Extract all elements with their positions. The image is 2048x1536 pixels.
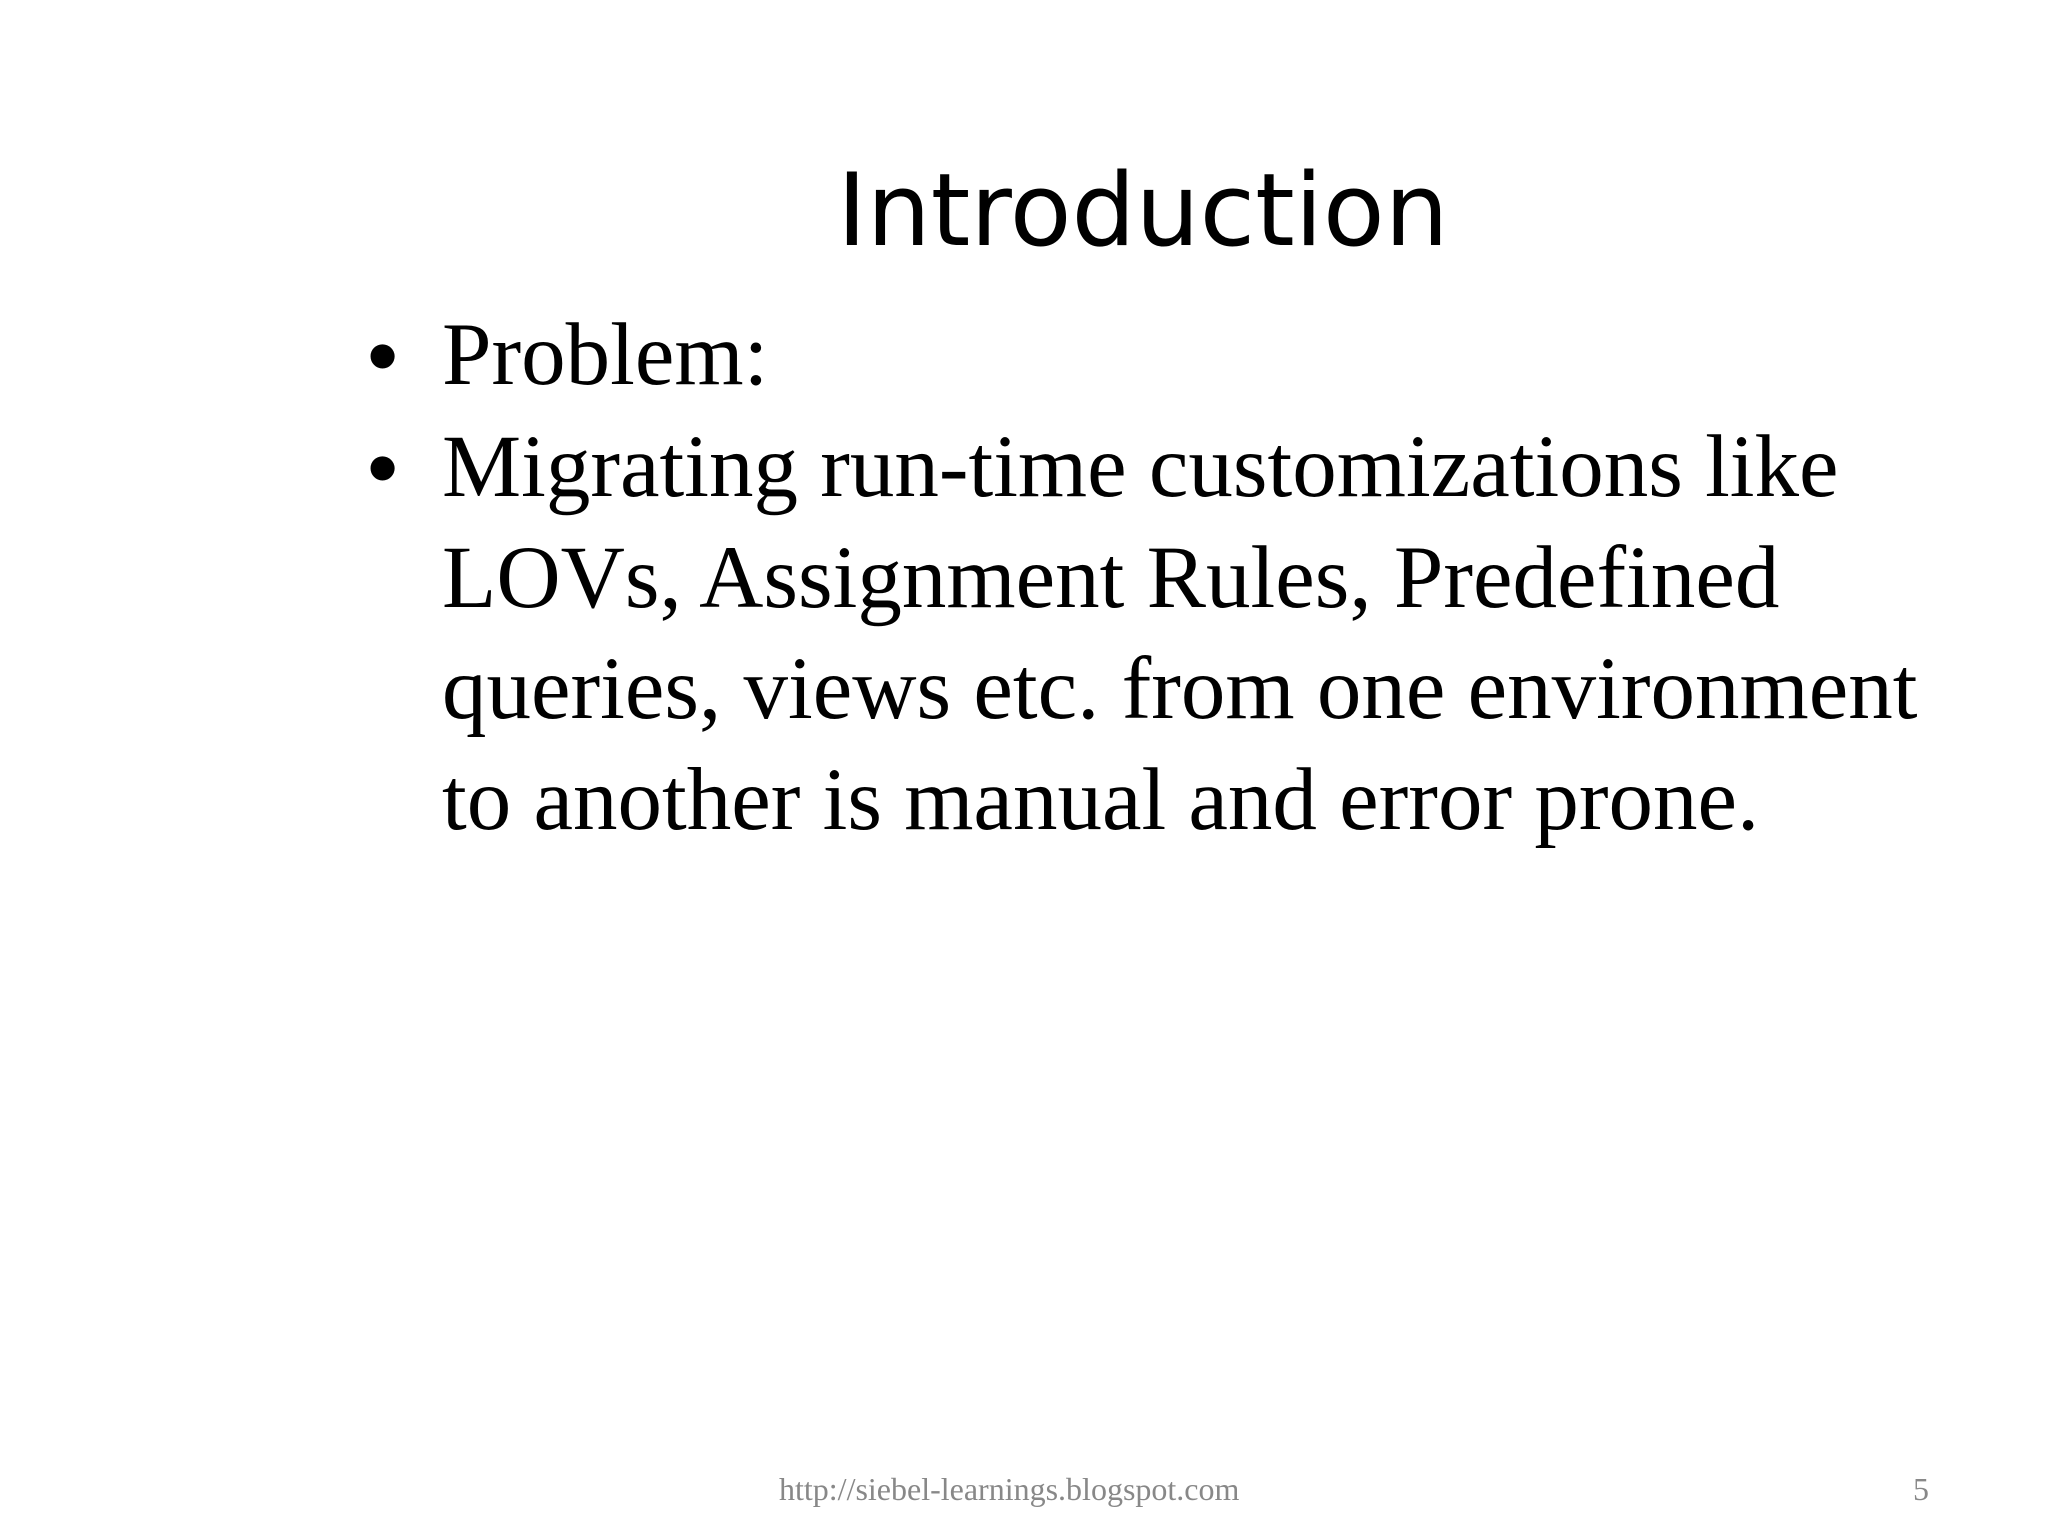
slide-number: 5 [1913,1471,1929,1507]
bullet-text: Problem: [442,306,769,404]
bullet-text: Migrating run-time customizations like LOVs, Assignment Rules, Predefined queries, views etc. from one environment to another is manual and error prone. [442,418,1918,849]
footer-url: http://siebel-learnings.blogspot.com [779,1471,1240,1507]
bullet-icon: • [367,417,399,517]
bullet-list [360,300,1920,857]
bullet-item-problem [360,300,1920,411]
bullet-item-migrating [360,412,1920,856]
bullet-icon: • [367,305,399,405]
slide-title: Introduction [837,151,1449,269]
